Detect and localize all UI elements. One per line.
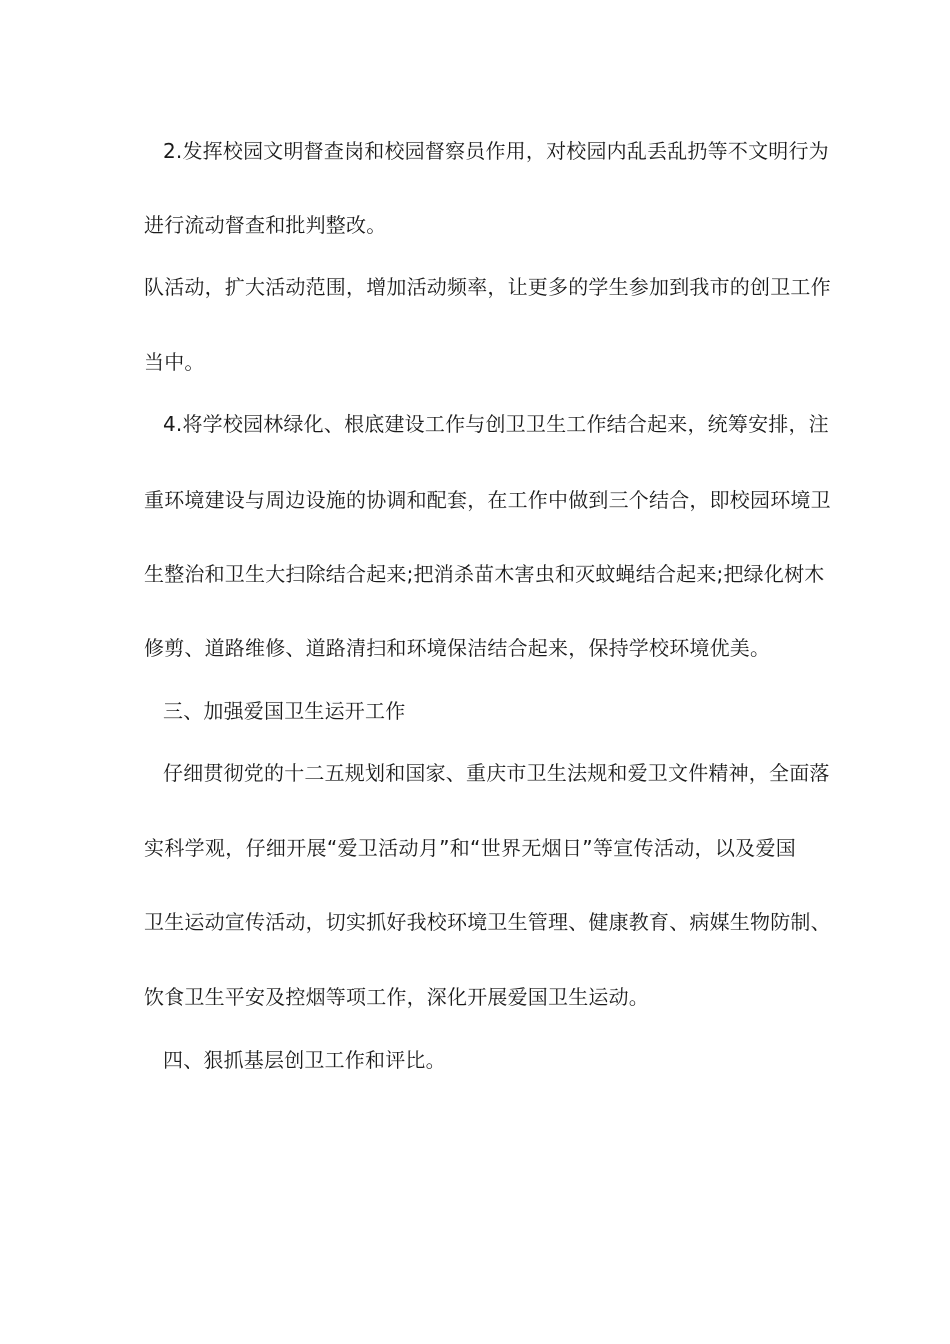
paragraph-line: 修剪、道路维修、道路清扫和环境保洁结合起来，保持学校环境优美。 bbox=[144, 636, 771, 660]
paragraph-line: 进行流动督查和批判整改。 bbox=[144, 213, 387, 237]
section-heading: 三、加强爱国卫生运开工作 bbox=[163, 699, 406, 723]
paragraph-line: 队活动，扩大活动范围，增加活动频率，让更多的学生参加到我市的创卫工作 bbox=[144, 275, 831, 299]
paragraph-line: 2.发挥校园文明督查岗和校园督察员作用，对校园内乱丢乱扔等不文明行为 bbox=[163, 139, 829, 163]
paragraph-line: 卫生运动宣传活动，切实抓好我校环境卫生管理、健康教育、病媒生物防制、 bbox=[144, 910, 831, 934]
paragraph-line: 重环境建设与周边设施的协调和配套，在工作中做到三个结合，即校园环境卫 bbox=[144, 488, 831, 512]
paragraph-line: 4.将学校园林绿化、根底建设工作与创卫卫生工作结合起来，统筹安排，注 bbox=[163, 412, 829, 436]
section-heading: 四、狠抓基层创卫工作和评比。 bbox=[163, 1048, 446, 1072]
paragraph-line: 饮食卫生平安及控烟等项工作，深化开展爱国卫生运动。 bbox=[144, 985, 649, 1009]
paragraph-line: 生整治和卫生大扫除结合起来;把消杀苗木害虫和灭蚊蝇结合起来;把绿化树木 bbox=[144, 562, 825, 586]
paragraph-line: 仔细贯彻党的十二五规划和国家、重庆市卫生法规和爱卫文件精神，全面落 bbox=[163, 761, 830, 785]
paragraph-line: 当中。 bbox=[144, 350, 205, 374]
paragraph-line: 实科学观，仔细开展“爱卫活动月”和“世界无烟日”等宣传活动，以及爱国 bbox=[144, 836, 796, 860]
